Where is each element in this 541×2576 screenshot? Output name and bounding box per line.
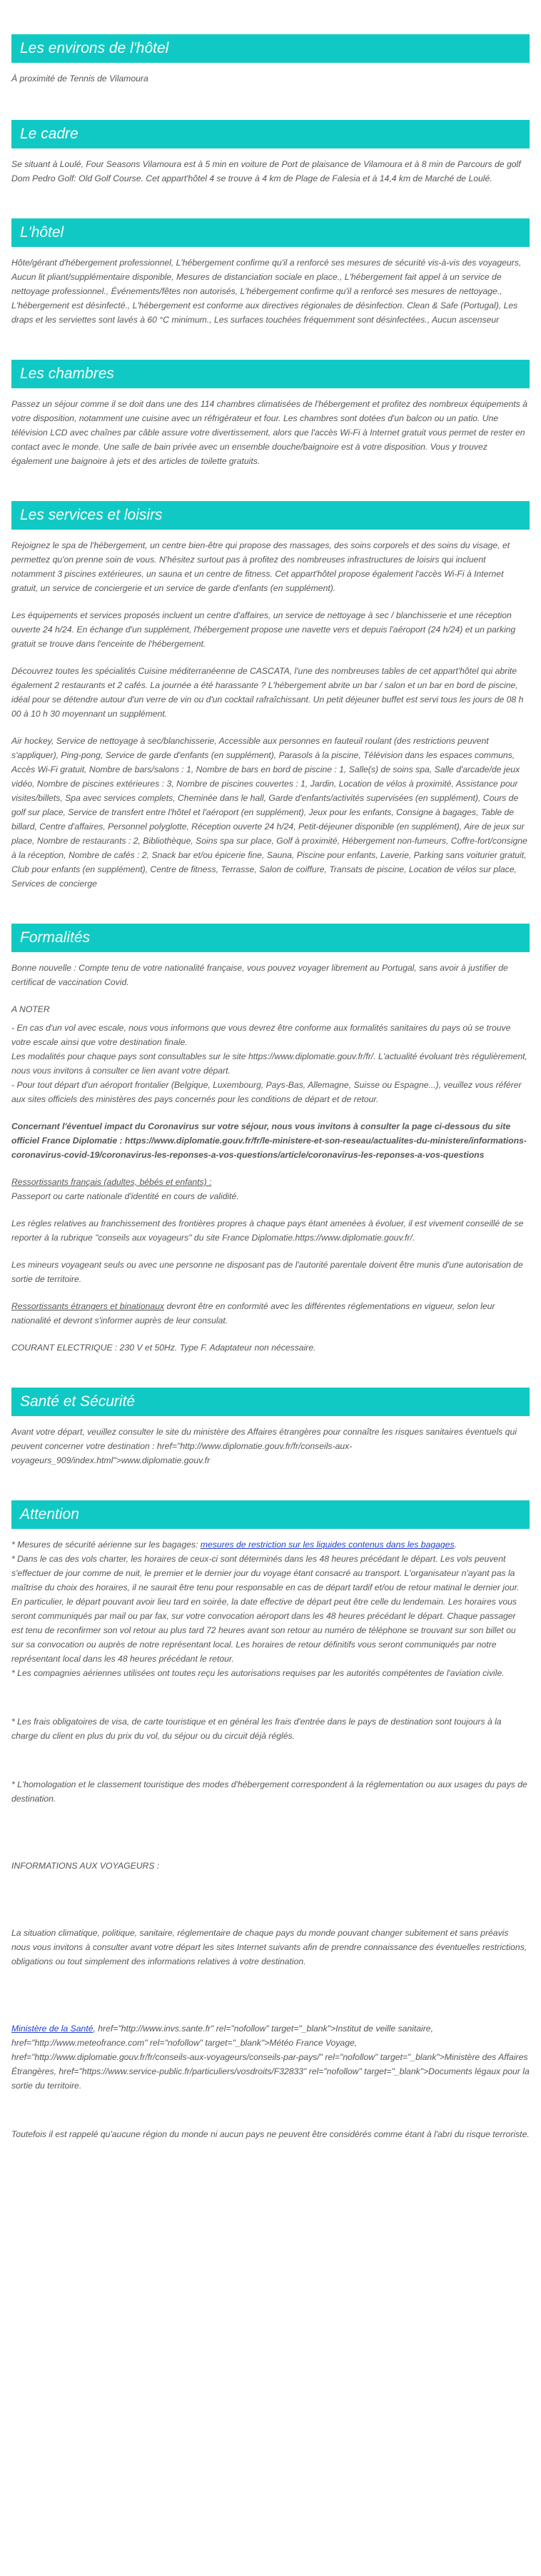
section-title-chambres: Les chambres	[11, 360, 530, 388]
attention-security-line	[11, 1537, 530, 1552]
attention-airlines-text: * Les compagnies aériennes utilisées ont toutes reçu les autorisations requises par les autorités compétentes de l'aviation civile.	[11, 1668, 505, 1678]
attention-security-prefix: * Mesures de sécurité aérienne sur les bagages:	[11, 1540, 201, 1550]
services-paragraph-equipment: Les équipements et services proposés incluent un centre d'affaires, un service de nettoyage à sec / blanchisserie et une réception ouverte 24 h/24. En échange d'un supplément, l'hébergement propose une navette vers et depuis l'aéroport (24 h/24) et un parking gratuit se trouve dans l'enceinte de l'hébergement.	[11, 610, 516, 649]
section-title-cadre: Le cadre	[11, 120, 530, 148]
section-services	[11, 501, 530, 899]
formalites-foreign-heading: Ressortissants étrangers et binationaux	[11, 1301, 165, 1311]
section-chambres	[11, 360, 530, 477]
section-title-attention: Attention	[11, 1500, 530, 1529]
services-paragraph-amenities: Air hockey, Service de nettoyage à sec/blanchisserie, Accessible aux personnes en fauteuil roulant (des restrictions peuvent s'appliquer), Ping-pong, Service de garde d'enfants (en supplément), Parasols à la piscine, Télévision dans les espaces communs, Accès Wi-Fi gratuit, Nombre de bars/salons : 1, Nombre de bars en bord de piscine : 1, Salle(s) de soins spa, Salle d'arcade/de jeux vidéo, Nombre de piscines extérieures : 3, Nombre de piscines couvertes : 1, Jardin, Location de vélos à proximité, Assistance pour visites/billets, Spa avec services complets, Cheminée dans le hall, Garde d'enfants/activités supervisées (en supplément), Cours de golf sur place, Service de transfert entre l'hôtel et l'aéroport (en supplément), Jeux pour les enfants, Consigne à bagages, Table de billard, Centre d'affaires, Personnel polyglotte, Réception ouverte 24 h/24, Petit-déjeuner disponible (en supplément), Aire de jeux sur place, Nombre de restaurants : 2, Bibliothèque, Soins spa sur place, Golf à proximité, Hébergement non-fumeurs, Coffre-fort/consigne à la réception, Nombre de cafés : 2, Snack bar et/ou épicerie fine, Sauna, Piscine pour enfants, Laverie, Parking sans voiturier gratuit, Club pour enfants (en supplément), Centre de fitness, Terrasse, Salon de coiffure, Transats de piscine, Location de vélos sur place, Services de concierge	[11, 736, 527, 889]
page-content	[0, 34, 541, 2150]
formalites-coronavirus-notice: Concernant l'éventuel impact du Coronavirus sur votre séjour, nous vous invitons à consulter la page ci-dessous du site officiel France Diplomatie : https://www.diplomatie.gouv.fr/fr/le-ministere-et-son-reseau/actualites-du-ministere/informations-coronavirus-covid-19/coronavirus-les-reponses-a-vos-questions/article/coronavirus-les-reponses-a-vos-questions	[11, 1121, 527, 1160]
section-title-formalites: Formalités	[11, 924, 530, 952]
attention-final-text: Toutefois il est rappelé qu'aucune région du monde ni aucun pays ne peuvent être considérés comme étant à l'abri du risque terroriste.	[11, 2129, 530, 2139]
formalites-note-line: - Pour tout départ d'un aéroport frontalier (Belgique, Luxembourg, Pays-Bas, Allemagne, Suisse ou Espagne...), veuillez vous référer aux sites officiels des ministères des pays concernés pour les conditions de départ et de retour.	[11, 1080, 522, 1104]
attention-links-paragraph	[11, 2021, 530, 2093]
section-cadre	[11, 120, 530, 194]
attention-visa-text: * Les frais obligatoires de visa, de carte touristique et en général les frais d'entrée dans le pays de destination sont toujours à la charge du client en plus du prix du vol, du séjour ou du circuit déjà réglés.	[11, 1717, 502, 1741]
section-title-services: Les services et loisirs	[11, 501, 530, 530]
services-paragraph-dining: Découvrez toutes les spécialités Cuisine méditerranéenne de CASCATA, l'une des nombreuses tables de cet appart'hôtel qui abrite également 2 restaurants et 2 cafés. La journée a été harassante ? L'hébergement abrite un bar / salon et un bar en bord de piscine, idéal pour se détendre autour d'un verre de vin ou d'un cocktail rafraîchissant. Un petit déjeuner buffet est servi tous les jours de 08 h 00 à 10 h 30 moyennant un supplément.	[11, 666, 524, 719]
chambres-text: Passez un séjour comme il se doit dans une des 114 chambres climatisées de l'hébergement et profitez des nombreux équipements à votre disposition, notamment une cuisine avec un réfrigérateur et four. Les chambres sont dotées d'un balcon ou un patio. Une télévision LCD avec chaînes par câble assure votre divertissement, alors que l'accès Wi-Fi à Internet gratuit vous permet de rester en contact avec le monde. Une salle de bain privée avec un ensemble douche/baignoire est à votre disposition. Vous y trouvez également une baignoire à jets et des articles de toilette gratuits.	[11, 399, 527, 466]
cadre-text: Se situant à Loulé, Four Seasons Vilamoura est à 5 min en voiture de Port de plaisance de Vilamoura et à 8 min de Parcours de golf Dom Pedro Golf: Old Golf Course. Cet appart'hôtel 4 se trouve à 4 km de Plage de Falesia et à 14,4 km de Marché de Loulé.	[11, 159, 521, 183]
hotel-text: Hôte/gérant d'hébergement professionnel, L'hébergement confirme qu'il a renforcé ses mesures de sécurité vis-à-vis des voyageurs, Aucun lit pliant/supplémentaire disponible, Mesures de distanciation sociale en place., L'hébergement fait appel à un service de nettoyage professionnel., Événements/fêtes non autorisés, L'hébergement confirme qu'il a renforcé ses mesures de nettoyage., L'hébergement est désinfecté., L'hébergement est conforme aux directives régionales de désinfection. Clean & Safe (Portugal), Les draps et les serviettes sont lavés à 60 °C minimum., Les surfaces touchées fréquemment sont désinfectées., Aucun ascenseur	[11, 258, 522, 325]
liquids-restriction-link[interactable]: mesures de restriction sur les liquides contenus dans les bagages	[200, 1540, 455, 1550]
section-attention	[11, 1500, 530, 2150]
services-paragraph-spa: Rejoignez le spa de l'hébergement, un centre bien-être qui propose des massages, des soins corporels et des soins du visage, et permettez qu'on prenne soin de vous. N'hésitez surtout pas à profitez des nombreuses infrastructures de loisirs qui incluent notamment 3 piscines extérieures, un sauna et un centre de fitness. Cet appart'hôtel propose également l'accès Wi-Fi à Internet gratuit, un service de conciergerie et un service de garde d'enfants (en supplément).	[11, 540, 510, 593]
section-environs	[11, 34, 530, 94]
section-hotel	[11, 218, 530, 335]
environs-text: À proximité de Tennis de Vilamoura	[11, 74, 148, 84]
formalites-intro: Bonne nouvelle : Compte tenu de votre nationalité française, vous pouvez voyager librement au Portugal, sans avoir à justifier de certificat de vaccination Covid.	[11, 963, 508, 987]
ministere-sante-link[interactable]: Ministère de la Santé	[11, 2024, 93, 2034]
formalites-nationals-text: Passeport ou carte nationale d'identité en cours de validité.	[11, 1191, 239, 1201]
formalites-note-line: - En cas d'un vol avec escale, nous vous informons que vous devrez être conforme aux formalités sanitaires du pays où se trouve votre escale ainsi que votre destination finale.	[11, 1023, 511, 1047]
attention-situation-text: La situation climatique, politique, sanitaire, réglementaire de chaque pays du monde pouvant changer subitement et sans préavis nous vous invitons à consulter avant votre départ les sites Internet suivants afin de prendre connaissance des éventuelles restrictions, obligations ou tout simplement des informations relatives à votre destination.	[11, 1928, 527, 1966]
section-title-environs: Les environs de l'hôtel	[11, 34, 530, 63]
formalites-current: COURANT ELECTRIQUE : 230 V et 50Hz. Type F. Adaptateur non nécessaire.	[11, 1343, 316, 1353]
formalites-borders-text: Les règles relatives au franchissement des frontières propres à chaque pays étant amenées à évoluer, il est vivement conseillé de se reporter à la rubrique "conseils aux voyageurs" du site France Diplomatie.https://www.diplomatie.gouv.fr/.	[11, 1218, 524, 1243]
section-title-sante: Santé et Sécurité	[11, 1388, 530, 1416]
attention-charter-text: * Dans le cas des vols charter, les horaires de ceux-ci sont déterminés dans les 48 heures précédant le départ. Les vols peuvent s'effectuer de jour comme de nuit, le premier et le dernier jour du voyage étant consacré au transport. L'organisateur n'ayant pas la maîtrise du choix des horaires, il ne saurait être tenu pour responsable en cas de départ tardif et/ou de retour matinal le dernier jour. En particulier, le départ pouvant avoir lieu tard en soirée, la date effective de départ peut être celle du lendemain. Les horaires vous seront communiqués par mail ou par fax, sur votre convocation aéroport dans les 48 heures précédant le départ. Chaque passager est tenu de reconfirmer son vol retour au plus tard 72 heures avant son retour au numéro de téléphone se trouvant sur son billet ou sur sa convocation ou auprès de notre représentant local. Les horaires de retour définitifs vous seront communiqués par notre représentant local dans les 48 heures précédant le retour.	[11, 1554, 520, 1664]
formalites-note-heading: A NOTER	[11, 1004, 50, 1014]
formalites-foreign-paragraph	[11, 1299, 530, 1328]
formalites-minors-text: Les mineurs voyageant seuls ou avec une personne ne disposant pas de l'autorité parentale doivent être munis d'une autorisation de sortie de territoire.	[11, 1260, 523, 1284]
attention-links-text: , href="http://www.invs.sante.fr" rel="nofollow" target="_blank">Institut de veille sanitaire, href="http://www.meteofrance.com" rel="nofollow" target="_blank">Météo France Voyage, href="http://www.diplomatie.gouv.fr/fr/conseils-aux-voyageurs/conseils-par-pays/" rel="nofollow" target="_blank">Ministère des Affaires Étrangères, href="https://www.service-public.fr/particuliers/vosdroits/F32833" rel="nofollow" target="_blank">Documents légaux pour la sortie du territoire.	[11, 2024, 530, 2091]
formalites-foreign-text: devront être en conformité avec les différentes réglementations en vigueur, selon leur nationalité et devront s'informer auprès de leur consulat.	[11, 1301, 495, 1325]
attention-security-suffix: .	[454, 1540, 457, 1550]
sante-text: Avant votre départ, veuillez consulter le site du ministère des Affaires étrangères pour connaître les risques sanitaires éventuels qui peuvent concerner votre destination : href="http://www.diplomatie.gouv.fr/fr/conseils-aux-voyageurs_909/index.html">www.diplomatie.gouv.fr	[11, 1427, 517, 1465]
section-formalites	[11, 924, 530, 1363]
section-title-hotel: L'hôtel	[11, 218, 530, 247]
formalites-nationals-heading: Ressortissants français (adultes, bébés et enfants) :	[11, 1177, 212, 1187]
formalites-note-line: Les modalités pour chaque pays sont consultables sur le site https://www.diplomatie.gouv.fr/fr/. L'actualité évoluant très régulièrement, nous vous invitons à consulter ce lien avant votre départ.	[11, 1051, 527, 1076]
attention-info-heading: INFORMATIONS AUX VOYAGEURS :	[11, 1861, 160, 1871]
attention-homologation-text: * L'homologation et le classement touristique des modes d'hébergement correspondent à la réglementation ou aux usages du pays de destination.	[11, 1779, 527, 1804]
section-sante	[11, 1388, 530, 1476]
